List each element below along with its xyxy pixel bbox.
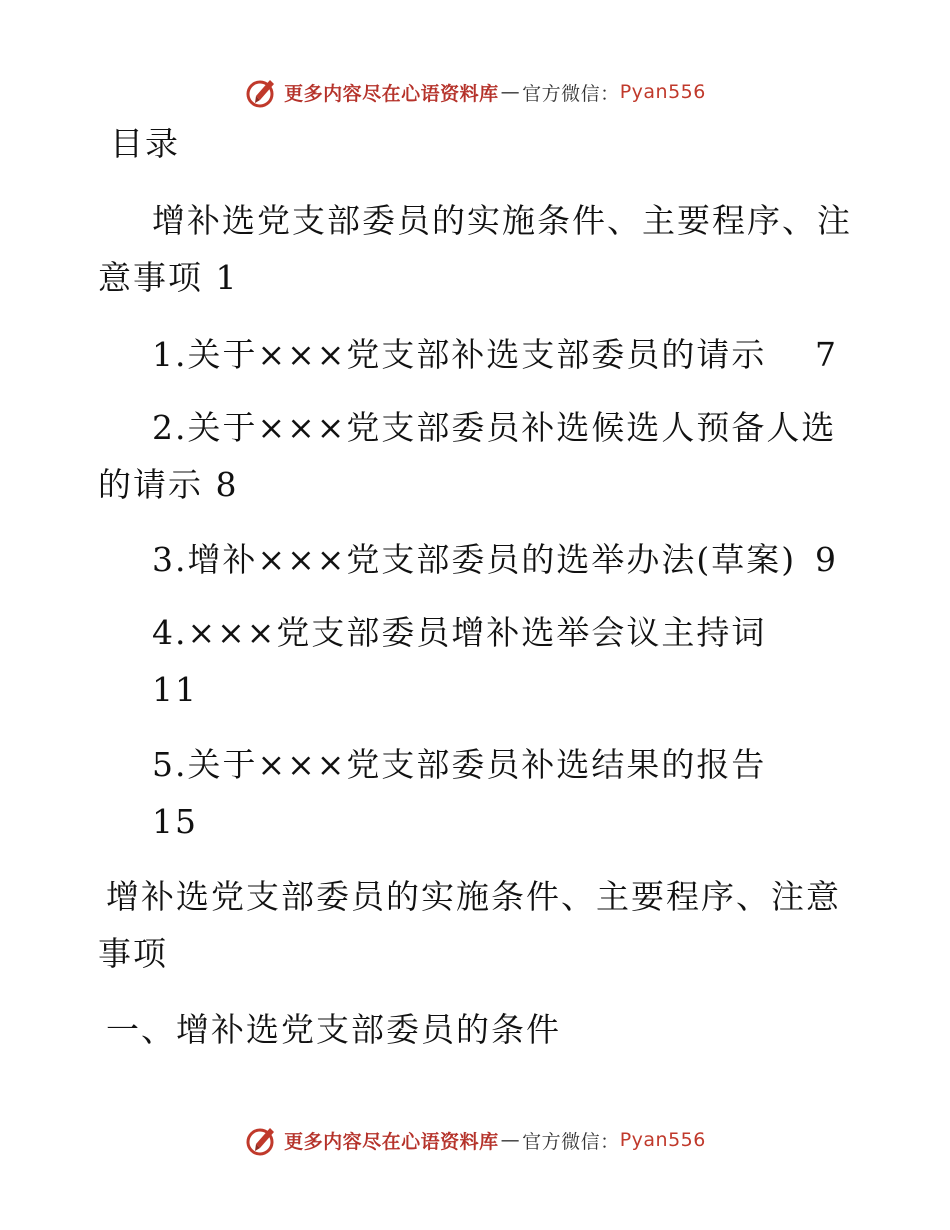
toc-intro-line1: 增补选党支部委员的实施条件、主要程序、注 — [152, 201, 852, 240]
quill-pen-icon — [244, 74, 280, 110]
toc-item-3-page: 9 — [815, 540, 838, 579]
toc-item-4-text[interactable]: 4.×××党支部委员增补选举会议主持词 — [152, 613, 767, 652]
watermark-wechat-id: Pyan556 — [619, 81, 706, 103]
toc-intro-line2: 意事项 1 — [98, 258, 239, 297]
toc-item-1-text: 1.关于×××党支部补选支部委员的请示 — [152, 335, 767, 374]
watermark-main-text: 更多内容尽在心语资料库 — [284, 1130, 499, 1153]
quill-pen-icon — [244, 1122, 280, 1158]
section-subheading: 一、增补选党支部委员的条件 — [106, 1010, 561, 1049]
toc-item-5-page[interactable]: 15 — [152, 802, 198, 841]
toc-item-5-text[interactable]: 5.关于×××党支部委员补选结果的报告 — [152, 745, 767, 784]
watermark-main-text: 更多内容尽在心语资料库 — [284, 82, 499, 105]
toc-item-1-page: 7 — [815, 335, 838, 374]
toc-item-3[interactable] — [152, 540, 838, 580]
toc-item-3-text: 3.增补×××党支部委员的选举办法(草案) — [152, 540, 797, 579]
section-title-line1: 增补选党支部委员的实施条件、主要程序、注意 — [106, 877, 841, 916]
toc-item-1[interactable] — [152, 335, 838, 375]
toc-item-2-line1[interactable]: 2.关于×××党支部委员补选候选人预备人选 — [152, 408, 837, 447]
toc-item-4-page[interactable]: 11 — [152, 670, 198, 709]
watermark-sub-text: 官方微信： — [522, 1130, 620, 1153]
toc-item-2-line2[interactable]: 的请示 8 — [98, 465, 239, 504]
watermark-dash: — — [500, 81, 521, 103]
watermark-banner-bottom — [0, 1120, 950, 1160]
watermark-dash: — — [500, 1129, 521, 1151]
section-title-line2: 事项 — [98, 934, 168, 973]
toc-heading: 目录 — [110, 124, 180, 163]
watermark-wechat-id: Pyan556 — [619, 1129, 706, 1151]
watermark-sub-text: 官方微信： — [522, 82, 620, 105]
watermark-banner-top — [0, 72, 950, 112]
